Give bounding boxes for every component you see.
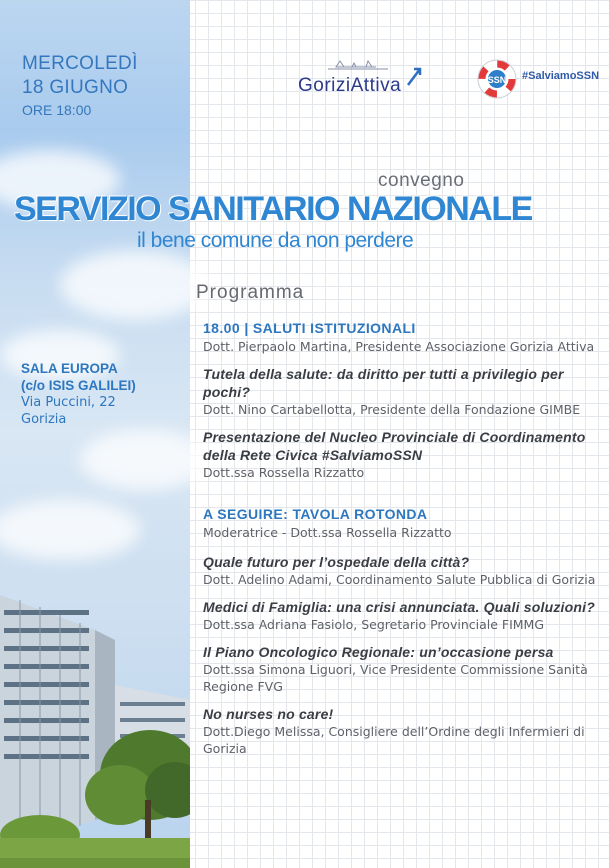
program-item (203, 365, 598, 418)
venue-building: (c/o ISIS GALILEI) (21, 378, 136, 393)
program-item (203, 553, 598, 588)
program-item-topic: Tutela della salute: da diritto per tutti a privilegio per pochi? (203, 366, 564, 400)
event-time: ORE 18:00 (22, 102, 92, 118)
program-item-topic: Quale futuro per l’ospedale della città? (203, 554, 470, 570)
program-item-topic: Il Piano Oncologico Regionale: un’occasione persa (203, 644, 554, 660)
program-item-speaker: Dott. Pierpaolo Martina, Presidente Associazione Gorizia Attiva (203, 339, 595, 354)
salviamossn-logo (474, 58, 600, 100)
lifebuoy-icon (474, 58, 520, 100)
program-item-topic: No nurses no care! (203, 706, 334, 722)
event-subtitle: il bene comune da non perdere (137, 229, 414, 252)
program-item-speaker: Dott.Diego Melissa, Consigliere dell’Ordine degli Infermieri di Gorizia (203, 724, 585, 756)
program-item-topic: Presentazione del Nucleo Provinciale di Coordinamento della Rete Civica #SalviamoSSN (203, 429, 586, 463)
salviamossn-hashtag: #SalviamoSSN (522, 70, 600, 82)
program-item-heading: 18.00 | SALUTI ISTITUZIONALI (203, 320, 416, 336)
event-kicker: convegno (378, 170, 465, 191)
program-item-speaker: Moderatrice - Dott.ssa Rossella Rizzatto (203, 525, 452, 540)
program-item (203, 598, 598, 633)
program-item (203, 319, 598, 355)
program-item-speaker: Dott. Nino Cartabellotta, Presidente della Fondazione GIMBE (203, 402, 581, 417)
venue-hall: SALA EUROPA (21, 361, 118, 376)
event-date: 18 GIUGNO (22, 77, 129, 98)
event-title: SERVIZIO SANITARIO NAZIONALE (14, 190, 532, 228)
goriziattiva-logo (296, 55, 426, 100)
program-item (203, 705, 598, 757)
event-day: MERCOLEDÌ (22, 53, 138, 74)
program-item-speaker: Dott.ssa Rossella Rizzatto (203, 465, 365, 480)
venue-city: Gorizia (21, 412, 67, 427)
lifebuoy-badge-text: SSN (487, 75, 507, 85)
venue-street: Via Puccini, 22 (21, 395, 116, 410)
program-item-topic: Medici di Famiglia: una crisi annunciata. Quali soluzioni? (203, 599, 595, 615)
venue-block (21, 360, 136, 428)
program-item (203, 428, 598, 481)
program-item (203, 643, 598, 695)
hospital-photo (0, 590, 190, 868)
event-date-block (22, 52, 138, 120)
program-list (203, 319, 598, 757)
goriziattiva-wordmark: GoriziAttiva (298, 75, 402, 96)
program-item (203, 505, 598, 541)
program-item-heading: A SEGUIRE: TAVOLA ROTONDA (203, 506, 428, 522)
program-item-speaker: Dott.ssa Simona Liguori, Vice Presidente Commissione Sanità Regione FVG (203, 662, 588, 694)
program-item-speaker: Dott. Adelino Adami, Coordinamento Salute Pubblica di Gorizia (203, 572, 596, 587)
program-item-speaker: Dott.ssa Adriana Fasiolo, Segretario Provinciale FIMMG (203, 617, 545, 632)
program-heading: Programma (196, 282, 305, 303)
